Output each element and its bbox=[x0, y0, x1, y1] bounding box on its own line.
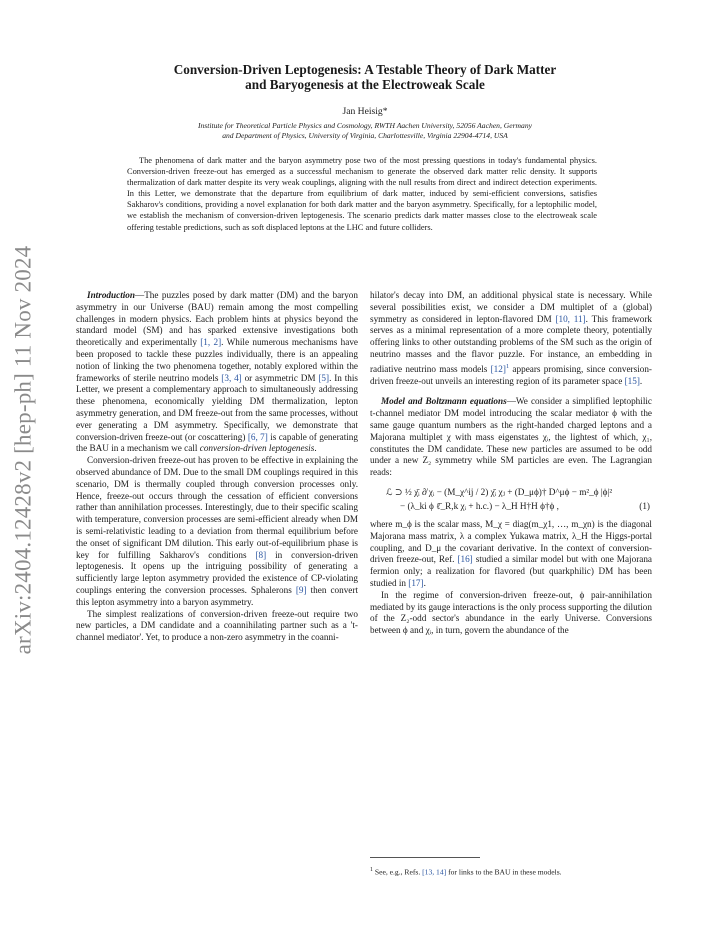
title-line-1: Conversion-Driven Leptogenesis: A Testable Theory of Dark Matter bbox=[173, 62, 557, 77]
affiliation-line-2: and Department of Physics, University of Virginia, Charlottesville, Virginia 22904-4714, USA bbox=[222, 131, 508, 140]
lagrangian-equation bbox=[370, 485, 652, 513]
citation-link[interactable]: [1, 2] bbox=[200, 337, 222, 348]
model-paragraph: Model and Boltzmann equations—We consider a simplified leptophilic t-channel mediator DM model introducing the scalar mediator ϕ with the same gauge quantum numbers as the right-handed charged leptons and a Majorana multiplet χ with mass eigenstates χᵢ, the lightest of which, χ₁, constitutes the DM candidate. These new particles are assumed to be odd under a new Z₂ symmetry while SM particles are even. The Lagrangian reads: bbox=[370, 396, 653, 478]
left-column bbox=[76, 290, 358, 644]
citation-link[interactable]: [6, 7] bbox=[247, 431, 268, 442]
paper-title bbox=[100, 62, 630, 92]
footnote-rule bbox=[370, 857, 480, 858]
body-paragraph-continued: hilator's decay into DM, an additional physical state is necessary. While several possibilities exist, we consider a DM multiplet of a (global) symmetry as considered in lepton-flavored DM [10, 11]. This framework serves as a minimal representation of a more complete theory, potentially offering links to other outstanding problems of the SM such as the origin of neutrino masses and the flavor puzzle. For instance, an embedding in radiative neutrino mass models [12]$^1$ appears promising, since conversion-driven freeze-out unveils an interesting region of its parameter space [15]. bbox=[370, 290, 652, 386]
author: Jan Heisig* bbox=[342, 106, 388, 117]
citation-link[interactable]: [5] bbox=[318, 372, 330, 383]
model-heading: Model and Boltzmann equations bbox=[381, 396, 507, 407]
abstract: The phenomena of dark matter and the baryon asymmetry pose two of the most pressing questions in today's fundamental physics. Conversion-driven freeze-out has emerged as a successful mechanism to generate the observed dark matter relic density. It supports thermalization of dark matter despite its very weak couplings, aligning with the null results from direct and indirect detection experiments. In this Letter, we demonstrate that the departure from equilibrium of dark matter, induced by semi-efficient conversions, satisfies Sakharov's conditions, providing a novel explanation for both dark matter and the baryon asymmetry. Specifically, for a leptophilic model, we establish the mechanism of conversion-driven leptogenesis. The scenario predicts dark matter masses close to the electroweak scale offering testable predictions, such as soft displaced leptons at the LHC and future colliders. bbox=[127, 156, 597, 232]
citation-link[interactable]: [9] bbox=[295, 584, 307, 595]
citation-link[interactable]: [10, 11] bbox=[555, 313, 586, 324]
intro-paragraph: Introduction—The puzzles posed by dark matter (DM) and the baryon asymmetry in our Universe (BAU) remain among the most compelling challenges in modern physics. Each problem hints at physics beyond the standard model (SM) and has sparked extensive investigations both theoretically and experimentally [1, 2]. While numerous mechanisms have been proposed to tackle these puzzles individually, there is an appealing notion of linking the two phenomena together, notably explored within the frameworks of sterile neutrino models [3, 4] or asymmetric DM [5]. In this Letter, we present a complementary approach to simultaneously addressing these phenomena, economically yielding DM thermalization, lepton asymmetry generation, and DM freeze-out from the same processes, without ever generating a DM asymmetry. Specifically, we demonstrate that conversion-driven freeze-out (or coscattering) [6, 7] is capable of generating the BAU in a mechanism we call conversion-driven leptogenesis. bbox=[76, 290, 358, 454]
equation-line-2: − (λ_ki ϕ ℓ̄_R,k χᵢ + h.c.) − λ_H H†H ϕ†ϕ , bbox=[400, 501, 559, 512]
citation-link[interactable]: [12] bbox=[490, 363, 506, 374]
body-paragraph-3: The simplest realizations of conversion-driven freeze-out require two new particles, a DM candidate and a coannihilating partner such as a 't-channel mediator'. Yet, to produce a non-zero asymmetry in the coanni- bbox=[76, 608, 358, 643]
affiliation bbox=[100, 121, 630, 141]
citation-link[interactable]: [17] bbox=[408, 578, 424, 588]
citation-link[interactable]: [3, 4] bbox=[221, 372, 242, 383]
body-paragraph-2: Conversion-driven freeze-out has proven to be effective in explaining the observed abundance of DM. Due to the small DM couplings required in this scenario, DM is thermally coupled through conversion processes only. Hence, freeze-out occurs through the cessation of efficient conversions rather than annihilation processes. Interestingly, due to their specific scaling with temperature, conversion processes are semi-efficient already when DM is semi-relativistic leading to a deviation from thermal equilibrium before the onset of significant DM dilution. This early out-of-equilibrium phase is key for fulfilling Sakharov's conditions [8] in conversion-driven leptogenesis. It opens up the intriguing possibility of generating a sufficiently large lepton asymmetry provided the existence of CP-violating couplings entering the conversion processes. Sphalerons [9] then convert this lepton asymmetry into a baryon asymmetry. bbox=[76, 455, 358, 607]
citation-link[interactable]: [13, 14] bbox=[422, 867, 447, 877]
equation-line-1: ℒ ⊃ ½ χ̄ᵢ ∂̸ χᵢ − (M_χ^ij / 2) χ̄ᵢ χⱼ + (D_μϕ)† D^μϕ − m²_ϕ |ϕ|² bbox=[386, 487, 613, 498]
right-column bbox=[370, 290, 652, 637]
citation-link[interactable]: [8] bbox=[255, 549, 267, 560]
footnote-number: 1 bbox=[370, 867, 373, 873]
equation-number: (1) bbox=[639, 501, 650, 512]
footnote-marker[interactable]: 1 bbox=[505, 362, 510, 370]
body-paragraph-regime: In the regime of conversion-driven freeze-out, ϕ pair-annihilation mediated by its gauge interactions is the only process supporting the dilution of the Z₂-odd sector's abundance in the early Universe. Conversions between ϕ and χᵢ, in turn, govern the abundance of the bbox=[370, 589, 652, 636]
term-emphasis: conversion-driven leptogenesis bbox=[199, 443, 315, 454]
title-line-2: and Baryogenesis at the Electroweak Scale bbox=[245, 77, 485, 92]
citation-link[interactable]: [15] bbox=[624, 375, 640, 386]
affiliation-line-1: Institute for Theoretical Particle Physics and Cosmology, RWTH Aachen University, 52056 Aachen, Germany bbox=[197, 121, 532, 130]
citation-link[interactable]: [16] bbox=[457, 554, 473, 565]
intro-heading: Introduction bbox=[87, 290, 135, 300]
arxiv-identifier: arXiv:2404.12428v2 [hep-ph] 11 Nov 2024 bbox=[10, 245, 36, 655]
model-paragraph-continued: where m_ϕ is the scalar mass, M_χ = diag(m_χ1, …, m_χn) is the diagonal Majorana mass matrix, λ a complex Yukawa matrix, λ_H the Higgs-portal coupling, and D_μ the covariant derivative. In the context of conversion-driven freeze-out, Ref. [16] studied a similar model but with one Majorana fermion only; a realization for flavored (but quarkphilic) DM has been studied in [17]. bbox=[370, 519, 652, 588]
footnote: $^1$ See, e.g., Refs. [13, 14] for links to the BAU in these models. bbox=[370, 867, 562, 877]
